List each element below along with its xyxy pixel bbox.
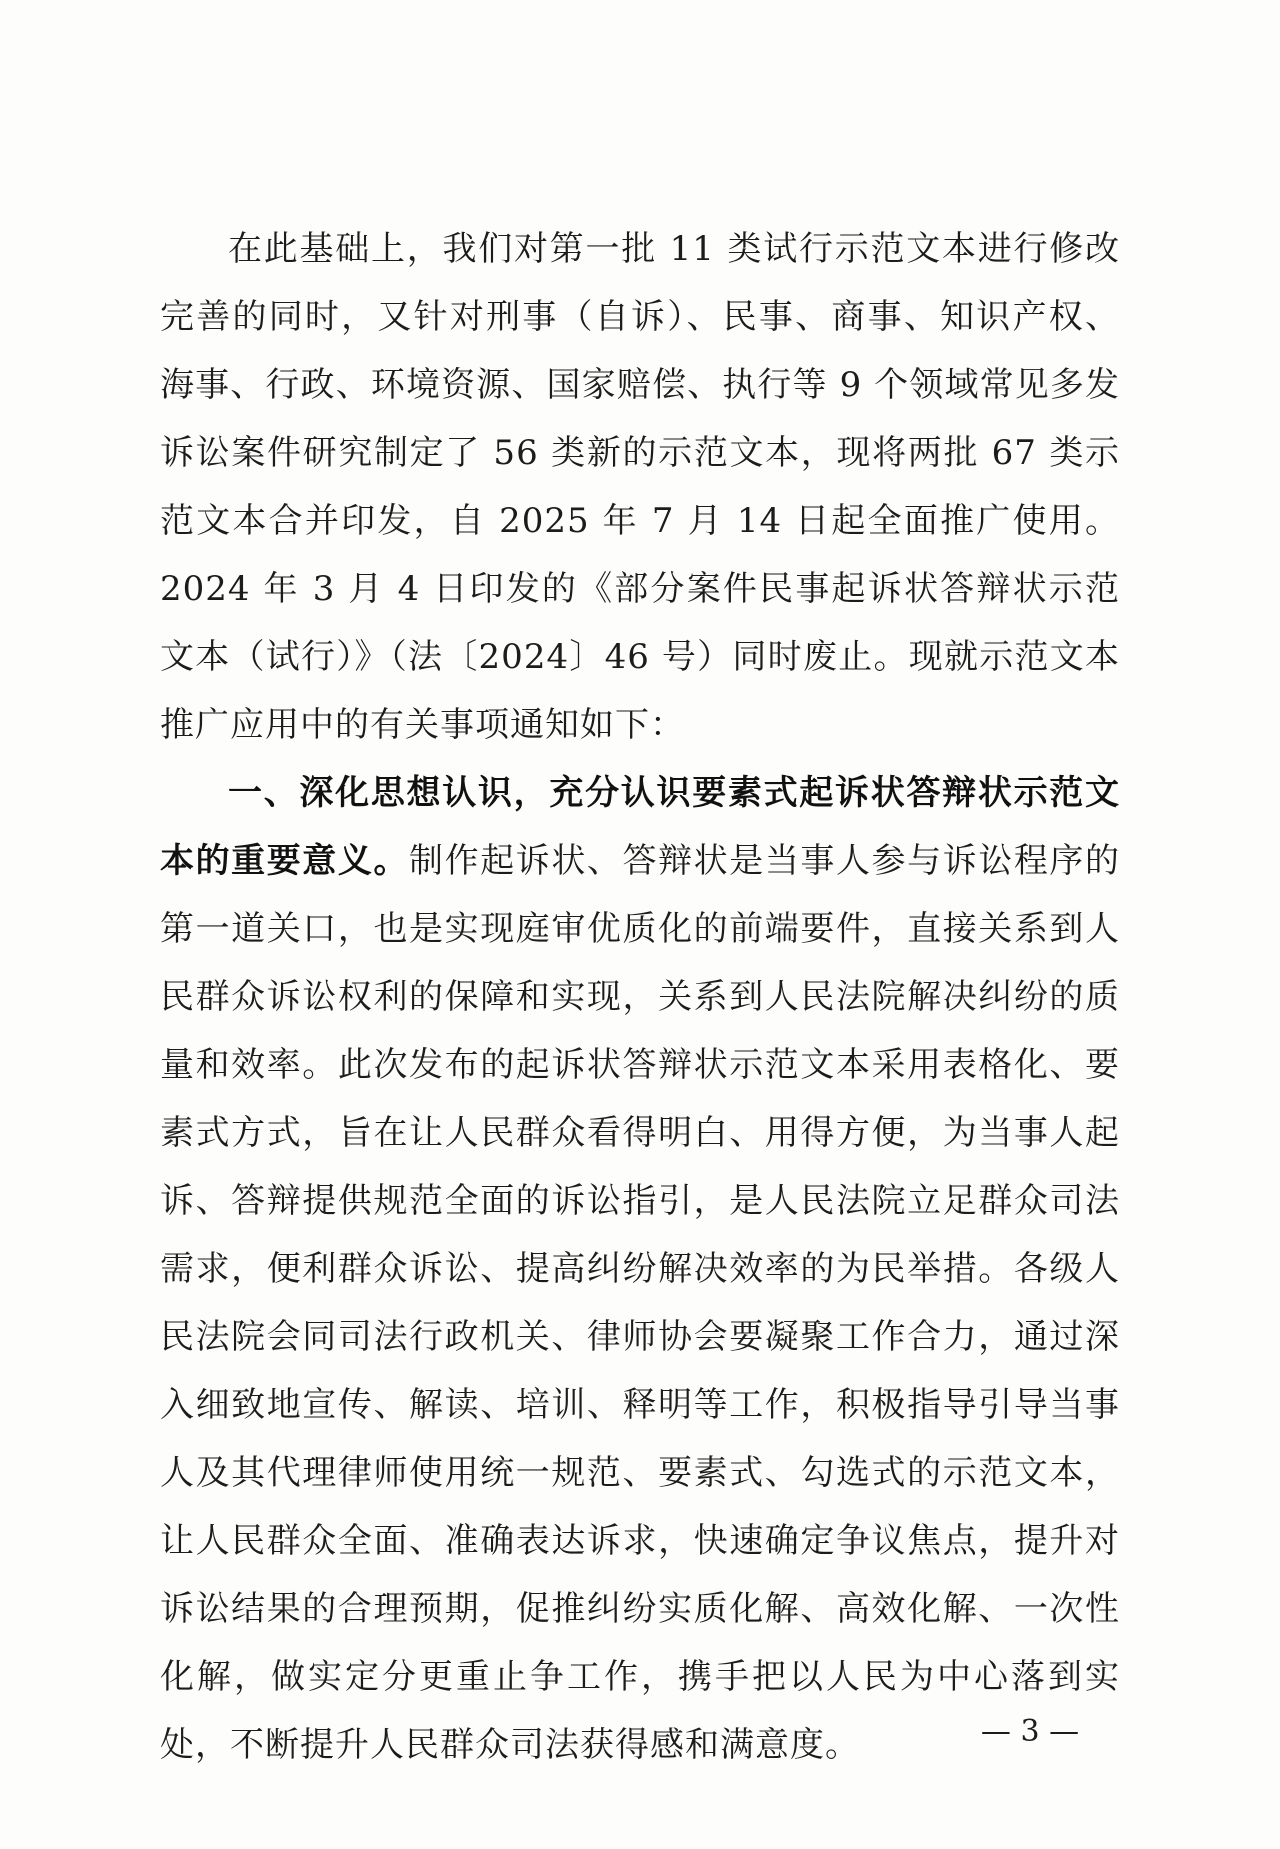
document-body	[160, 215, 1120, 1779]
paragraph-intro	[160, 215, 1120, 759]
paragraph-intro-text: 在此基础上，我们对第一批 11 类试行示范文本进行修改完善的同时，又针对刑事（自诉）、民事、商事、知识产权、海事、行政、环境资源、国家赔偿、执行等 9 个领域常见多发诉讼案件研究制定了 56 类新的示范文本，现将两批 67 类示范文本合并印发，自 2025 年 7 月 14 日起全面推广使用。2024 年 3 月 4 日印发的《部分案件民事起诉状答辩状示范文本（试行）》（法〔2024〕46 号）同时废止。现就示范文本推广应用中的有关事项通知如下：	[160, 229, 1120, 745]
section-one-heading: 一、深化思想认识，充分认识要素式起诉状答辩状示范文本的重要意义。	[160, 773, 1120, 881]
paragraph-section-one	[160, 759, 1120, 1779]
section-one-text: 制作起诉状、答辩状是当事人参与诉讼程序的第一道关口，也是实现庭审优质化的前端要件，直接关系到人民群众诉讼权利的保障和实现，关系到人民法院解决纠纷的质量和效率。此次发布的起诉状答辩状示范文本采用表格化、要素式方式，旨在让人民群众看得明白、用得方便，为当事人起诉、答辩提供规范全面的诉讼指引，是人民法院立足群众司法需求，便利群众诉讼、提高纠纷解决效率的为民举措。各级人民法院会同司法行政机关、律师协会要凝聚工作合力，通过深入细致地宣传、解读、培训、释明等工作，积极指导引导当事人及其代理律师使用统一规范、要素式、勾选式的示范文本，让人民群众全面、准确表达诉求，快速确定争议焦点，提升对诉讼结果的合理预期，促推纠纷实质化解、高效化解、一次性化解，做实定分更重止争工作，携手把以人民为中心落到实处，不断提升人民群众司法获得感和满意度。	[160, 841, 1121, 1765]
page-number: — 3 —	[980, 1714, 1080, 1749]
